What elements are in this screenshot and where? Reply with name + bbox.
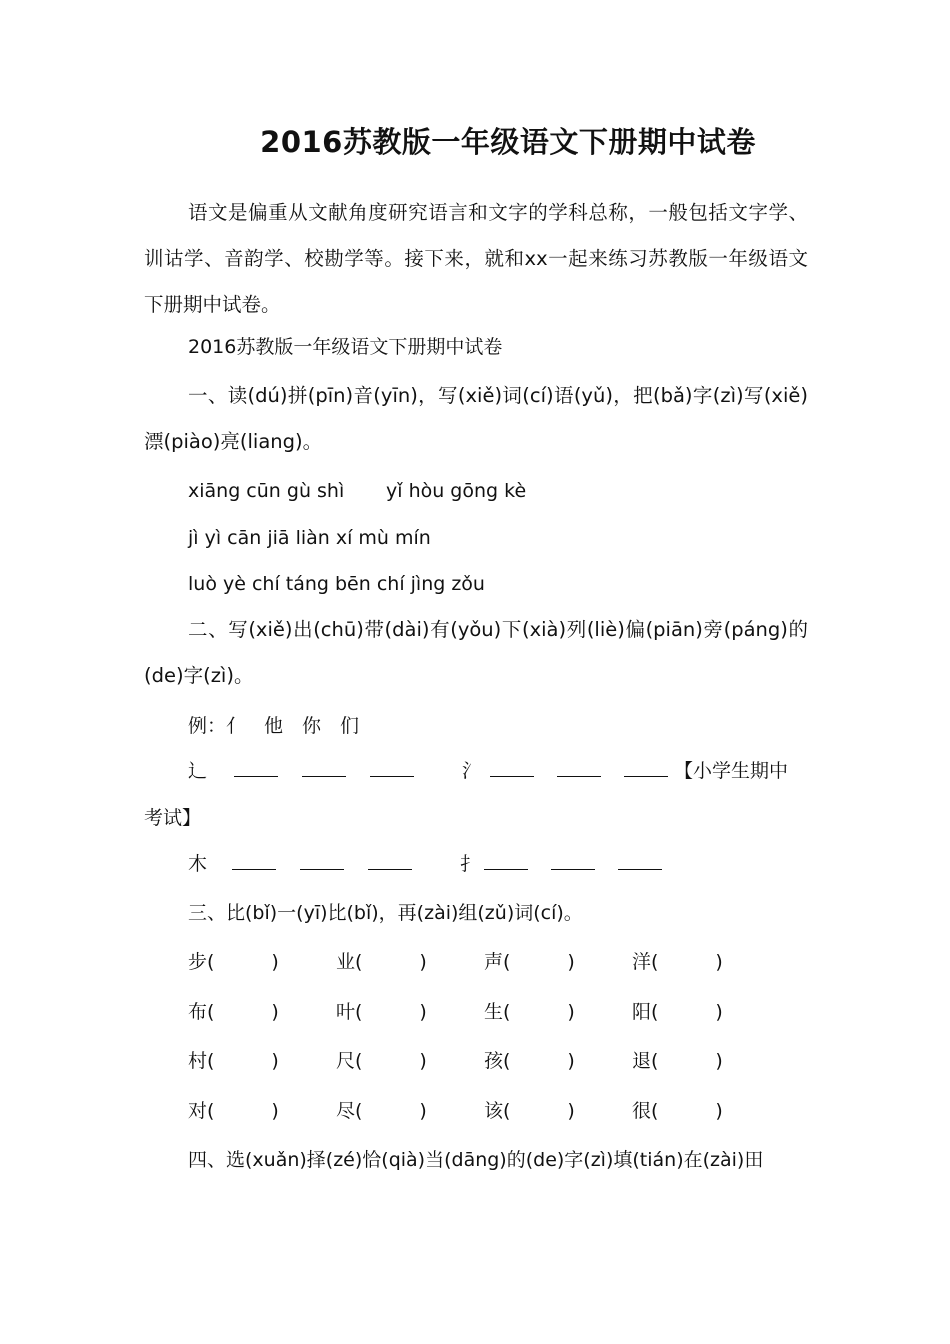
blank-line[interactable] <box>300 850 344 878</box>
grid-char: 洋( ) <box>632 951 723 973</box>
grid-char: 叶( ) <box>336 1001 427 1023</box>
q2-example: 例：亻 他 你 们 <box>188 715 360 737</box>
grid-char: 布( ) <box>188 1001 279 1023</box>
blank-line[interactable] <box>232 850 276 878</box>
blank-line[interactable] <box>557 757 601 785</box>
grid-char: 尽( ) <box>336 1100 427 1122</box>
blank-line[interactable] <box>370 757 414 785</box>
blank-line[interactable] <box>618 850 662 878</box>
pinyin-row-3: luò yè chí táng bēn chí jìng zǒu <box>188 573 485 595</box>
pinyin-row-1a: xiāng cūn gù shì <box>188 480 345 502</box>
grid-char: 尺( ) <box>336 1050 427 1072</box>
blank-line[interactable] <box>234 757 278 785</box>
grid-char: 步( ) <box>188 951 279 973</box>
radical-chuo: 辶 <box>188 760 208 782</box>
pinyin-row-2: jì yì cān jiā liàn xí mù mín <box>188 527 431 549</box>
pinyin-row-1b: yǐ hòu gōng kè <box>386 480 527 502</box>
radical-shou: 扌 <box>460 853 480 875</box>
grid-char: 村( ) <box>188 1050 279 1072</box>
grid-char: 生( ) <box>484 1001 575 1023</box>
radical-shui: 氵 <box>462 760 482 782</box>
blank-line[interactable] <box>490 757 534 785</box>
grid-char: 阳( ) <box>632 1001 723 1023</box>
blank-line[interactable] <box>624 757 668 785</box>
grid-char: 声( ) <box>484 951 575 973</box>
grid-char: 该( ) <box>484 1100 575 1122</box>
blank-line[interactable] <box>368 850 412 878</box>
document-title: 2016苏教版一年级语文下册期中试卷 <box>260 125 756 159</box>
grid-char: 退( ) <box>632 1050 723 1072</box>
subtitle: 2016苏教版一年级语文下册期中试卷 <box>188 336 503 358</box>
q2-heading: 二、写(xiě)出(chū)带(dài)有(yǒu)下(xià)列(liè)偏(piān)旁(páng)的(de)字(zì)。 <box>144 618 808 687</box>
note-text: 【小学生期中 <box>674 760 789 782</box>
q1-heading: 一、读(dú)拼(pīn)音(yīn)，写(xiě)词(cí)语(yǔ)，把(bǎ)字(zì)写(xiě)漂(piào)亮(liang)。 <box>144 384 808 453</box>
intro-paragraph: 语文是偏重从文献角度研究语言和文字的学科总称，一般包括文字学、训诂学、音韵学、校勘学等。接下来，就和xx一起来练习苏教版一年级语文下册期中试卷。 <box>144 201 808 316</box>
grid-char: 业( ) <box>336 951 427 973</box>
q3-heading: 三、比(bǐ)一(yī)比(bǐ)，再(zài)组(zǔ)词(cí)。 <box>188 902 583 924</box>
blank-line[interactable] <box>484 850 528 878</box>
blank-line[interactable] <box>551 850 595 878</box>
grid-char: 对( ) <box>188 1100 279 1122</box>
grid-char: 孩( ) <box>484 1050 575 1072</box>
note-text-cont: 考试】 <box>144 807 202 829</box>
q4-heading: 四、选(xuǎn)择(zé)恰(qià)当(dāng)的(de)字(zì)填(tián)在(zài)田 <box>188 1149 764 1171</box>
blank-line[interactable] <box>302 757 346 785</box>
grid-char: 很( ) <box>632 1100 723 1122</box>
radical-mu: 木 <box>188 853 208 875</box>
